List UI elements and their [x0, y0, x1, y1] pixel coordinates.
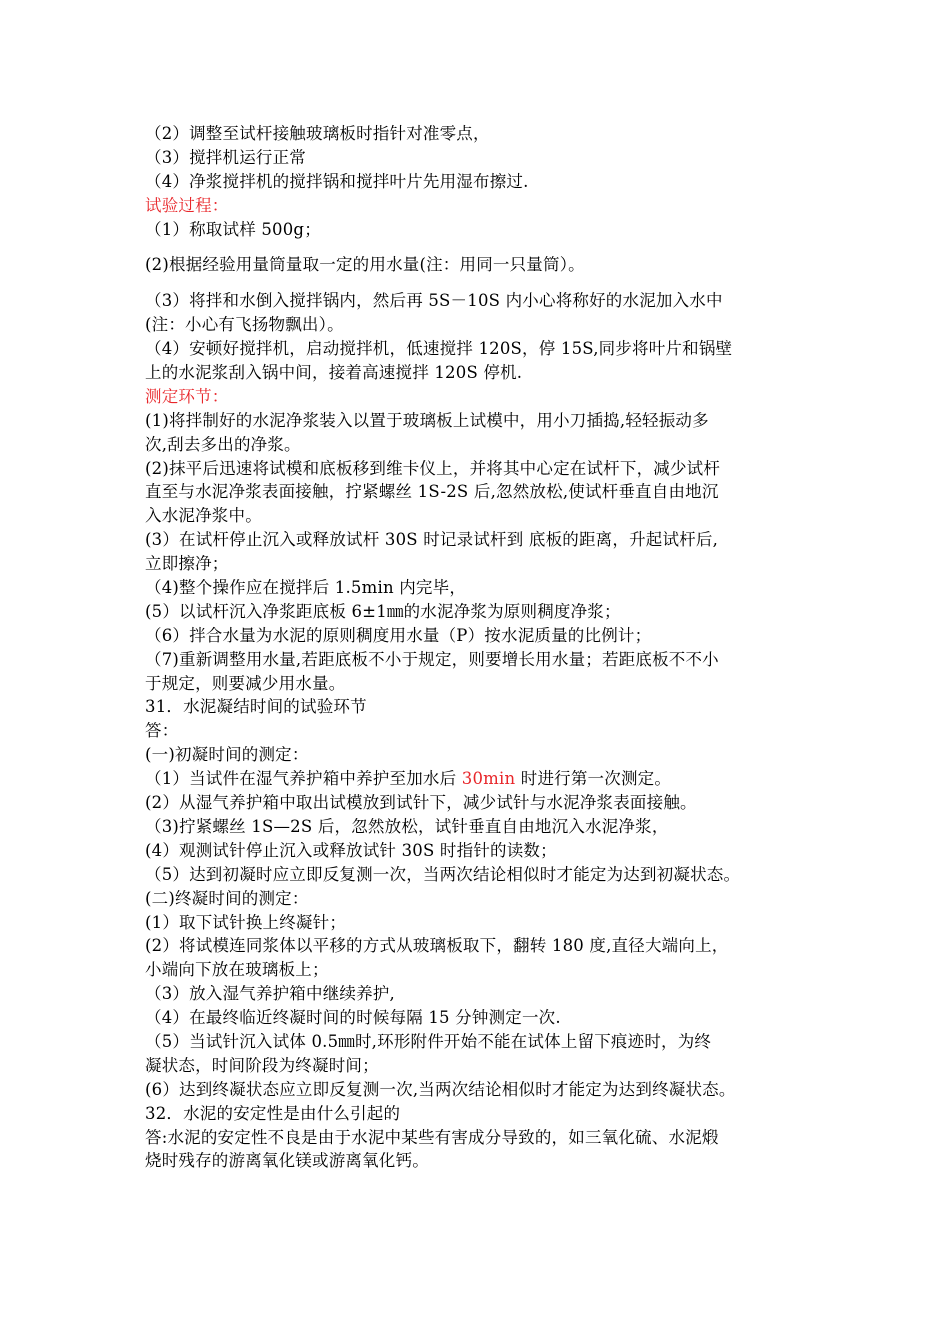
text-line: (3）在试杆停止沉入或释放试杆 30S 时记录试杆到 底板的距离，升起试杆后,: [145, 530, 719, 550]
text-line: (5）以试杆沉入净浆距底板 6±1㎜的水泥净浆为原则稠度净浆；: [145, 601, 621, 621]
text-line: （1）称取试样 500g；: [145, 219, 321, 239]
text-line: （7)重新调整用水量,若距底板不小于规定，则要增长用水量；若距底板不不小: [145, 649, 719, 669]
text-line: 凝状态，时间阶段为终凝时间；: [145, 1055, 379, 1075]
text-line: (注：小心有飞扬物飘出）。: [145, 315, 344, 335]
document-page: [145, 122, 815, 1173]
text-line: (2）从湿气养护箱中取出试模放到试针下，减少试针与水泥净浆表面接触。: [145, 793, 697, 813]
subheading-initial-setting: (一)初凝时间的测定：: [145, 745, 309, 765]
text-line: （5）达到初凝时应立即反复测一次，当两次结论相似时才能定为达到初凝状态。: [145, 864, 741, 884]
text-line: （5）当试针沉入试体 0.5㎜时,环形附件开始不能在试体上留下痕迹时，为终: [145, 1031, 712, 1051]
text-line: （3）搅拌机运行正常: [145, 147, 306, 167]
text-line: (1)将拌制好的水泥净浆装入以置于玻璃板上试模中，用小刀插捣,轻轻振动多: [145, 410, 709, 430]
text-line: (2）将试模连同浆体以平移的方式从玻璃板取下，翻转 180 度,直径大端向上，: [145, 936, 729, 956]
text-segment: 时进行第一次测定。: [515, 769, 672, 789]
text-line: 直至与水泥净浆表面接触，拧紧螺丝 1S-2S 后,忽然放松,使试杆垂直自由地沉: [145, 482, 719, 502]
text-line: (6）达到终凝状态应立即反复测一次,当两次结论相似时才能定为达到终凝状态。: [145, 1079, 736, 1099]
text-line: (1）取下试针换上终凝针；: [145, 912, 347, 932]
section-heading-measurement: 测定环节：: [145, 386, 229, 406]
text-line: (4）观测试针停止沉入或释放试针 30S 时指针的读数；: [145, 840, 557, 860]
question-31-title: 31．水泥凝结时间的试验环节: [145, 697, 367, 717]
question-32-title: 32．水泥的安定性是由什么引起的: [145, 1103, 401, 1123]
text-line: （4）安顿好搅拌机，启动搅拌机，低速搅拌 120S，停 15S,同步将叶片和锅壁: [145, 339, 733, 359]
text-line: （4)整个操作应在搅拌后 1.5min 内完毕，: [145, 578, 467, 598]
text-line: (2)根据经验用量筒量取一定的用水量(注：用同一只量筒）。: [145, 255, 585, 275]
paragraph-gap: [145, 277, 815, 289]
text-line: 次,刮去多出的净浆。: [145, 434, 301, 454]
text-line: 入水泥净浆中。: [145, 506, 262, 526]
text-line: (2)抹平后迅速将试模和底板移到维卡仪上，并将其中心定在试杆下，减少试杆: [145, 458, 721, 478]
text-line: 上的水泥浆刮入锅中间，接着高速搅拌 120S 停机.: [145, 363, 523, 383]
text-line: 立即擦净；: [145, 554, 229, 574]
text-line: （4）净浆搅拌机的搅拌锅和搅拌叶片先用湿布擦过.: [145, 171, 529, 191]
text-line: 烧时残存的游离氧化镁或游离氧化钙。: [145, 1151, 429, 1171]
answer-label: 答：: [145, 721, 179, 741]
text-segment: （1）当试件在湿气养护箱中养护至加水后: [145, 769, 462, 789]
text-line: （6）拌合水量为水泥的原则稠度用水量（P）按水泥质量的比例计；: [145, 625, 652, 645]
text-line-with-highlight: [145, 767, 815, 791]
subheading-final-setting: (二)终凝时间的测定：: [145, 888, 309, 908]
text-line: （3）将拌和水倒入搅拌锅内，然后再 5S－10S 内小心将称好的水泥加入水中: [145, 291, 723, 311]
text-line: 小端向下放在玻璃板上；: [145, 960, 329, 980]
section-heading-test-process: 试验过程：: [145, 195, 229, 215]
text-line: （3)拧紧螺丝 1S—2S 后，忽然放松，试针垂直自由地沉入水泥净浆，: [145, 816, 669, 836]
highlight-30min: 30min: [461, 769, 516, 789]
text-line: （2）调整至试杆接触玻璃板时指针对准零点，: [145, 124, 490, 143]
paragraph-gap: [145, 241, 815, 253]
text-line: 于规定，则要减少用水量。: [145, 673, 346, 693]
text-line: 答:水泥的安定性不良是由于水泥中某些有害成分导致的，如三氧化硫、水泥煅: [145, 1127, 719, 1147]
text-line: （4）在最终临近终凝时间的时候每隔 15 分钟测定一次.: [145, 1008, 561, 1028]
text-line: （3）放入湿气养护箱中继续养护,: [145, 984, 395, 1004]
